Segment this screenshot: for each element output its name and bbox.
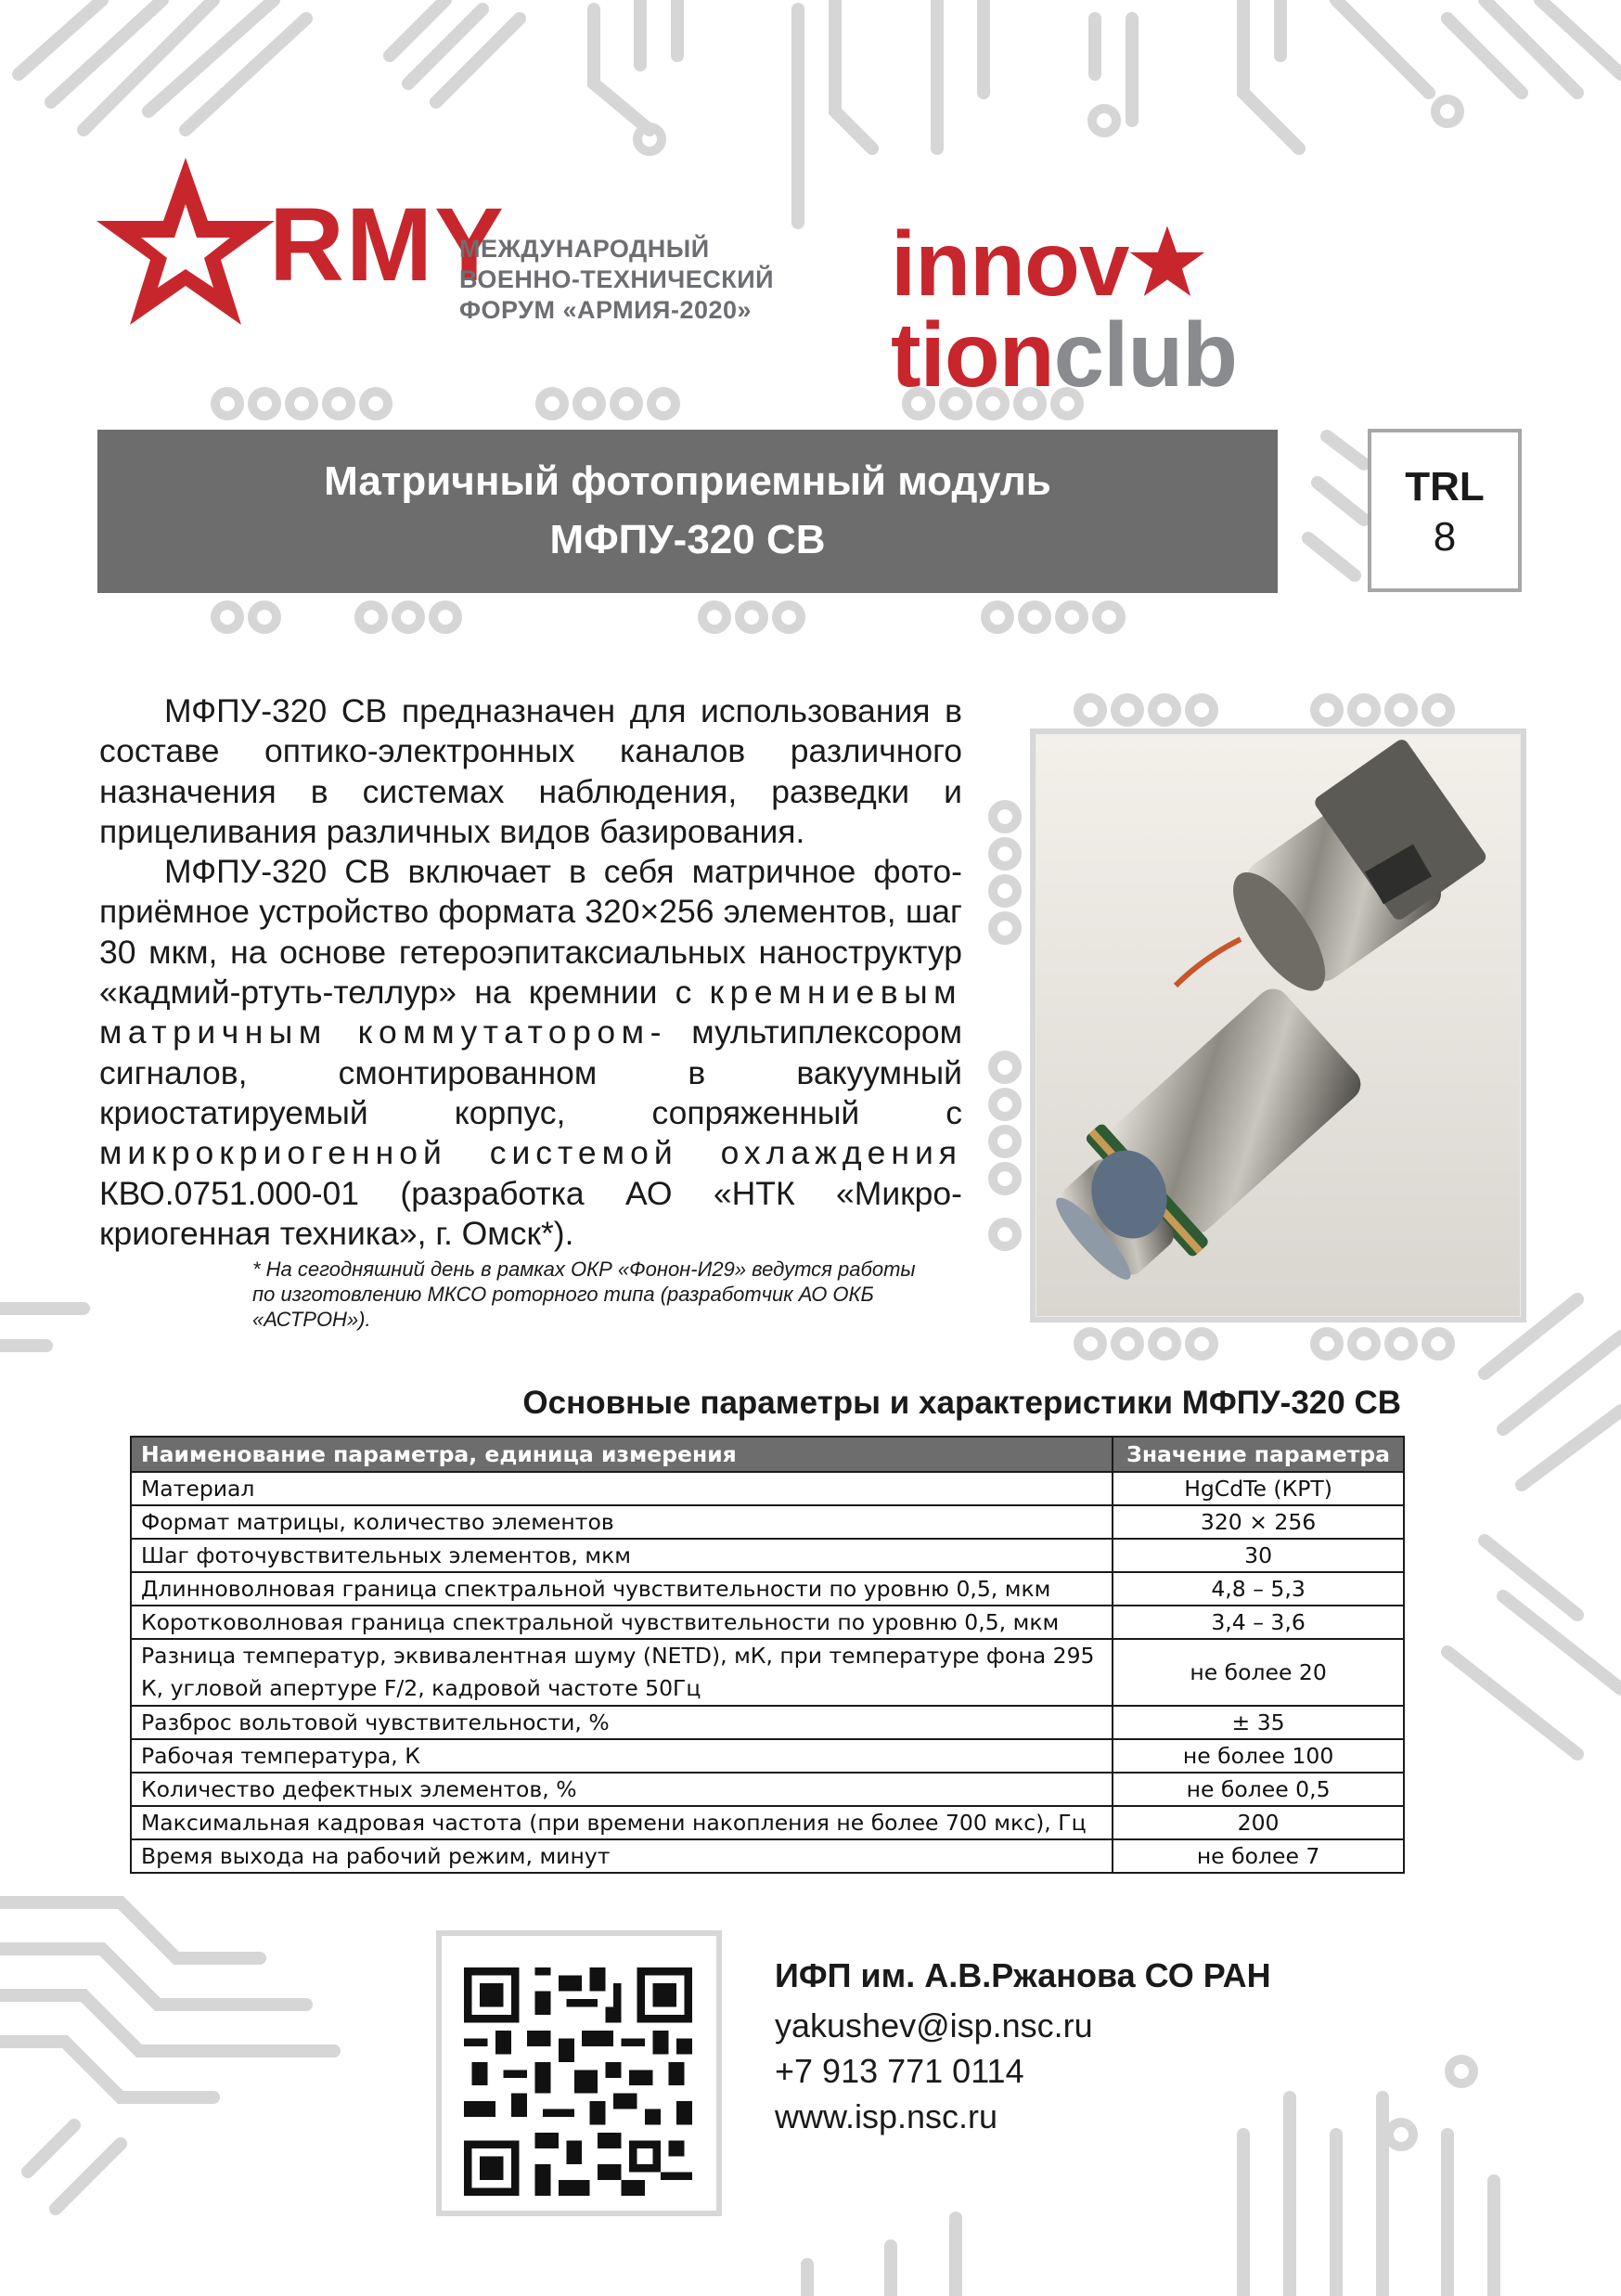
title-line-1: Матричный фотоприемный модуль <box>324 458 1051 504</box>
param-value: не более 0,5 <box>1113 1773 1404 1806</box>
table-row <box>131 1706 1404 1739</box>
param-name: Формат матрицы, количество элементов <box>131 1505 1113 1539</box>
param-name: Шаг фоточувствительных элементов, мкм <box>131 1539 1113 1572</box>
trl-value: 8 <box>1433 514 1457 560</box>
description-p2-part-e: КВО.0751.000-01 (разработка АО «НТК «Микро-криогенная техника», г. Омск*). <box>99 1174 962 1252</box>
param-name: Разница температур, эквивалентная шуму (NETD), мК, при температуре фона 295 К, угловой апертуре F/2, кадровой частоте 50Гц <box>131 1639 1113 1706</box>
trl-label: TRL <box>1405 464 1485 510</box>
army-forum-logo <box>93 148 779 343</box>
innovation-club-logo <box>891 181 1466 406</box>
website-link[interactable]: www.isp.nsc.ru <box>775 2097 998 2135</box>
header-parameter-value: Значение параметра <box>1113 1437 1404 1472</box>
army-subtitle-line-1: МЕЖДУНАРОДНЫЙ <box>459 235 710 263</box>
red-star-icon <box>93 148 278 334</box>
army-logo-subtitle <box>459 234 774 326</box>
product-photo <box>1036 735 1520 1316</box>
parameters-table <box>130 1436 1405 1874</box>
param-value: не более 100 <box>1113 1739 1404 1773</box>
param-value: 200 <box>1113 1806 1404 1839</box>
table-row <box>131 1806 1404 1839</box>
table-row <box>131 1839 1404 1873</box>
table-title: Основные параметры и характеристики МФПУ-320 СВ <box>522 1385 1401 1421</box>
param-value: 4,8 – 5,3 <box>1113 1572 1404 1606</box>
description-p2-part-c: мультиплексором сигналов, смонтированном в вакуумный криостатируемый корпус, сопряженный с <box>99 1013 962 1131</box>
innovation-club-wordmark <box>891 213 1466 406</box>
param-value: HgCdTe (КРТ) <box>1113 1472 1404 1505</box>
param-name: Коротковолновая граница спектральной чувствительности по уровню 0,5, мкм <box>131 1606 1113 1639</box>
description-p2-part-a: МФПУ-320 СВ включает в себя матричное фото-приёмное устройство формата 320×256 элементов, шаг 30 мкм, на основе гетероэпитаксиальных наноструктур «кадмий-ртуть-теллур» на кремнии с <box>99 853 962 1012</box>
table-header-row <box>131 1437 1404 1472</box>
table-row <box>131 1606 1404 1639</box>
param-name: Количество дефектных элементов, % <box>131 1773 1113 1806</box>
param-value: 30 <box>1113 1539 1404 1572</box>
description-paragraph-1: МФПУ-320 СВ предназначен для использования в составе оптико-электронных каналов различного назначения в системах наблюдения, разведки и прицеливания различных видов базирования. <box>99 692 962 850</box>
table-row <box>131 1739 1404 1773</box>
title-banner <box>97 430 1278 593</box>
param-name: Материал <box>131 1472 1113 1505</box>
param-value: 320 × 256 <box>1113 1505 1404 1539</box>
club-text: club <box>1053 303 1238 406</box>
param-name: Время выхода на рабочий режим, минут <box>131 1839 1113 1873</box>
army-subtitle-line-3: ФОРУМ «АРМИЯ-2020» <box>459 296 753 324</box>
army-logo-word: RMY <box>269 187 506 303</box>
qr-code-icon[interactable] <box>464 1967 692 2196</box>
tion-text: tion <box>891 303 1054 406</box>
param-value: 3,4 – 3,6 <box>1113 1606 1404 1639</box>
description-paragraph-2 <box>99 852 962 1254</box>
param-value: не более 7 <box>1113 1839 1404 1873</box>
table-row <box>131 1773 1404 1806</box>
contact-email-link[interactable]: yakushev@isp.nsc.ru <box>775 2006 1093 2044</box>
param-value: ± 35 <box>1113 1706 1404 1739</box>
organization-name: ИФП им. А.В.Ржанова СО РАН <box>775 1956 1271 1994</box>
param-name: Максимальная кадровая частота (при времени накопления не более 700 мкс), Гц <box>131 1806 1113 1839</box>
title-line-2: МФПУ-320 СВ <box>549 517 826 562</box>
table-row <box>131 1539 1404 1572</box>
innov-text: innov <box>891 213 1129 315</box>
description <box>99 691 962 1254</box>
trl-badge <box>1368 429 1522 592</box>
contact-phone[interactable]: +7 913 771 0114 <box>775 2052 1024 2090</box>
param-name: Разброс вольтовой чувствительности, % <box>131 1706 1113 1739</box>
red-star-icon <box>1128 223 1206 301</box>
param-name: Длинноволновая граница спектральной чувствительности по уровню 0,5, мкм <box>131 1572 1113 1606</box>
table-row <box>131 1472 1404 1505</box>
table-row <box>131 1505 1404 1539</box>
param-value: не более 20 <box>1113 1639 1404 1706</box>
description-p2-part-d: микрокриогенной системой охлаждения <box>99 1134 962 1172</box>
param-name: Рабочая температура, К <box>131 1739 1113 1773</box>
footnote: * На сегодняшний день в рамках ОКР «Фонон-И29» ведутся работы по изготовлению МКСО роторного типа (разработчик АО ОКБ «АСТРОН»). <box>252 1258 916 1331</box>
table-row <box>131 1572 1404 1606</box>
header-parameter-name: Наименование параметра, единица измерения <box>131 1437 1113 1472</box>
army-subtitle-line-2: ВОЕННО-ТЕХНИЧЕСКИЙ <box>459 265 775 293</box>
table-row <box>131 1639 1404 1706</box>
description-p2-part-b: кремниевым матричным коммутатором- <box>99 974 962 1051</box>
